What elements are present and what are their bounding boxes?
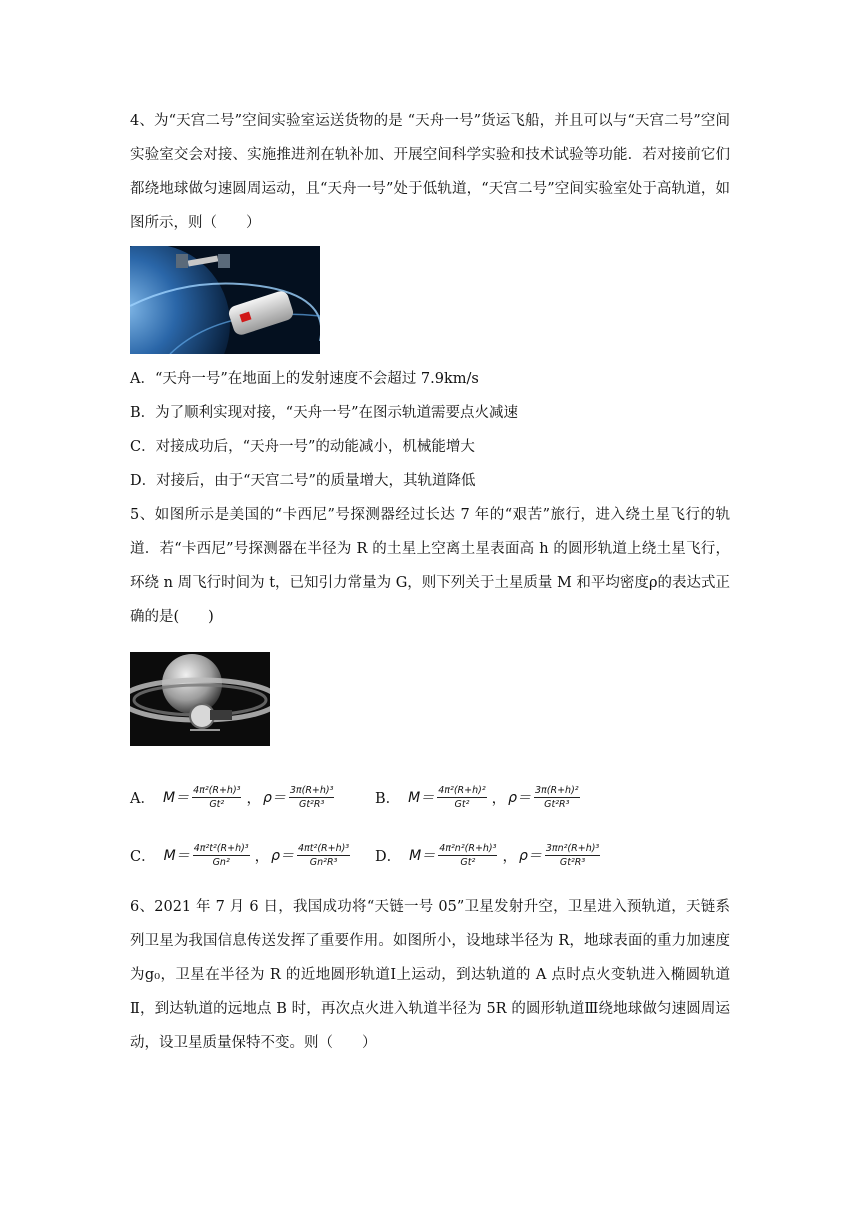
mass-fraction: [438, 843, 497, 868]
density-symbol: ρ＝: [508, 790, 532, 806]
mass-fraction: [437, 785, 486, 810]
fraction-denominator: Gn²R³: [309, 856, 338, 868]
comma: ，: [502, 848, 517, 865]
fraction-numerator: 4π²n²(R+h)³: [439, 842, 497, 854]
question-4-option-d: D．对接后，由于“天宫二号”的质量增大，其轨道降低: [130, 473, 476, 489]
comma: ，: [246, 790, 261, 807]
question-5-option-b: [375, 785, 620, 810]
density-fraction: [289, 785, 335, 810]
question-5-option-a: [130, 785, 375, 810]
option-label: B．: [375, 790, 401, 807]
fraction-numerator: 3π(R+h)³: [289, 784, 334, 796]
fraction-denominator: Gt²: [454, 798, 470, 810]
saturn-cassini-image: [130, 652, 270, 746]
option-label: A．: [130, 790, 155, 807]
density-fraction: [545, 843, 600, 868]
density-fraction: [297, 843, 350, 868]
fraction-denominator: Gt²: [460, 856, 476, 868]
fraction-denominator: Gt²R³: [559, 856, 586, 868]
mass-symbol: M＝: [162, 790, 190, 806]
density-symbol: ρ＝: [518, 848, 542, 864]
comma: ，: [254, 848, 270, 865]
question-5-options-row-1: [130, 768, 730, 826]
space-station-image: [130, 246, 320, 354]
density-symbol: ρ＝: [262, 790, 286, 806]
question-4-option-a: A．“天舟一号”在地面上的发射速度不会超过 7.9km/s: [130, 371, 479, 387]
fraction-denominator: Gt²: [209, 798, 225, 810]
question-5-option-c: [130, 843, 375, 868]
question-4-stem: 4、为“天宫二号”空间实验室运送货物的是 “天舟一号”货运飞船，并且可以与“天宫二号”空间实验室交会对接、实施推进剂在轨补加、开展空间科学实验和技术试验等功能．若对接前它们都绕地球做匀速圆周运动，且“天舟一号”处于低轨道，“天宫二号”空间实验室处于高轨道，如图所示，则（ ）: [130, 113, 730, 231]
mass-fraction: [192, 785, 241, 810]
space-station-illustration: [130, 246, 320, 354]
mass-fraction: [193, 843, 250, 868]
fraction-denominator: Gn²: [212, 856, 230, 868]
mass-symbol: M＝: [409, 848, 436, 864]
document-page: [130, 104, 730, 1060]
question-5-stem: 5、如图所示是美国的“卡西尼”号探测器经过长达 7 年的“艰苦”旅行，进入绕土星飞行的轨道．若“卡西尼”号探测器在半径为 R 的土星上空离土星表面高 h 的圆形轨道上绕土星飞行，环绕 n 周飞行时间为 t，已知引力常量为 G，则下列关于土星质量 M 和平均密度ρ的表达式正确的是( ): [130, 507, 730, 625]
question-5-options-row-2: [130, 826, 730, 884]
fraction-numerator: 4π²(R+h)²: [438, 784, 486, 796]
fraction-numerator: 4π²(R+h)³: [193, 784, 241, 796]
fraction-numerator: 3πn²(R+h)³: [545, 842, 600, 854]
density-fraction: [534, 785, 580, 810]
fraction-numerator: 4π²t²(R+h)³: [193, 842, 249, 854]
option-label: C．: [130, 848, 156, 865]
question-4-option-b: B．为了顺利实现对接，“天舟一号”在图示轨道需要点火减速: [130, 405, 518, 421]
saturn-illustration: [130, 652, 270, 746]
comma: ，: [491, 790, 507, 807]
fraction-numerator: 4πt²(R+h)³: [298, 842, 350, 854]
question-5-option-d: [375, 843, 620, 868]
question-4-option-c: C．对接成功后，“天舟一号”的动能减小，机械能增大: [130, 439, 475, 455]
fraction-denominator: Gt²R³: [298, 798, 325, 810]
option-label: D．: [375, 848, 402, 865]
density-symbol: ρ＝: [271, 848, 295, 864]
fraction-denominator: Gt²R³: [544, 798, 570, 810]
mass-symbol: M＝: [408, 790, 435, 806]
fraction-numerator: 3π(R+h)²: [535, 784, 579, 796]
question-6-stem: 6、2021 年 7 月 6 日，我国成功将“天链一号 05”卫星发射升空，卫星进入预轨道，天链系列卫星为我国信息传送发挥了重要作用。如图所小，设地球半径为 R，地球表面的重力加速度为g₀，卫星在半径为 R 的近地圆形轨道Ⅰ上运动，到达轨道的 A 点时点火变轨进入椭圆轨道Ⅱ，到达轨道的远地点 B 时，再次点火进入轨道半径为 5R 的圆形轨道Ⅲ绕地球做匀速圆周运动，设卫星质量保特不变。则（ ）: [130, 899, 730, 1051]
mass-symbol: M＝: [163, 848, 190, 864]
